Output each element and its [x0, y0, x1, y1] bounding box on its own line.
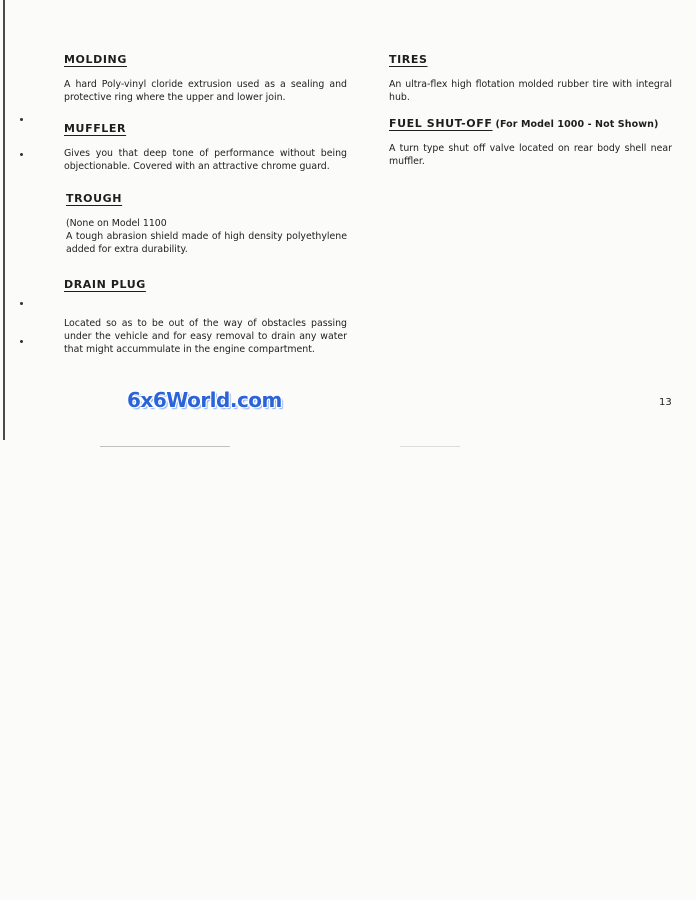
section-body: A hard Poly-vinyl cloride extrusion used as a sealing and protective ring where the upper and lower join. [64, 79, 347, 103]
section-body: Located so as to be out of the way of obstacles passing under the vehicle and for easy removal to drain any water that might accummulate in the engine compartment. [64, 318, 347, 355]
binder-hole-mark [20, 153, 23, 156]
section-body: Gives you that deep tone of performance without being objectionable. Covered with an attractive chrome guard. [64, 148, 347, 172]
section-heading [66, 192, 347, 205]
heading-text: TROUGH [66, 192, 123, 205]
section-fuel-shutoff [389, 117, 672, 168]
section-tires [389, 53, 672, 104]
watermark-logo: 6x6World.com [127, 388, 282, 412]
section-muffler [64, 122, 347, 173]
section-heading [64, 122, 347, 135]
heading-text: DRAIN PLUG [64, 278, 146, 291]
heading-text: MOLDING [64, 53, 127, 66]
scan-edge-line [3, 0, 5, 440]
section-body: An ultra-flex high flotation molded rubber tire with integral hub. [389, 79, 672, 103]
section-trough [66, 192, 347, 256]
heading-text: MUFFLER [64, 122, 127, 135]
section-heading [64, 53, 347, 66]
binder-hole-mark [20, 340, 23, 343]
heading-text: TIRES [389, 53, 428, 66]
binder-hole-mark [20, 302, 23, 305]
section-drain-plug [64, 278, 347, 356]
section-heading [64, 278, 347, 291]
scan-artifact-line [400, 446, 460, 447]
heading-text: FUEL SHUT-OFF [389, 117, 493, 130]
binder-hole-mark [20, 118, 23, 121]
page-number: 13 [659, 397, 672, 408]
section-body: A turn type shut off valve located on rear body shell near muffler. [389, 143, 672, 167]
scan-artifact-line [100, 446, 230, 447]
section-molding [64, 53, 347, 104]
section-heading [389, 117, 672, 130]
section-note: (None on Model 1100 [66, 218, 167, 229]
heading-subtitle: (For Model 1000 - Not Shown) [495, 119, 659, 130]
section-heading [389, 53, 672, 66]
section-body: A tough abrasion shield made of high density polyethylene added for extra durability. [66, 231, 347, 255]
